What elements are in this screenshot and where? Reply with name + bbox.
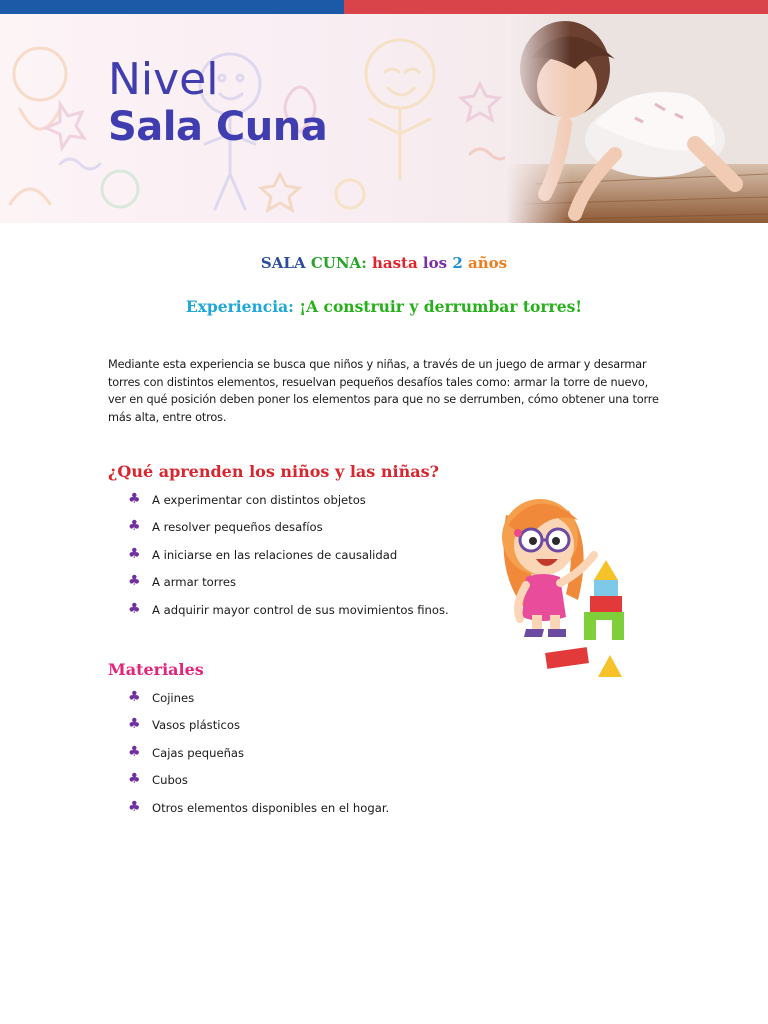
banner-title-line1: Nivel [108, 54, 219, 105]
list-item [128, 743, 389, 773]
list-item [128, 691, 389, 718]
club-suit-icon: ♣ [128, 771, 141, 788]
age-heading-word: SALA [260, 254, 306, 272]
age-heading-word: CUNA [310, 254, 362, 272]
top-color-bar [0, 0, 768, 14]
banner-title [108, 56, 327, 150]
list-item [128, 798, 390, 828]
list-item-text: Vasos plásticos [152, 718, 240, 733]
list-item-text: Cajas pequeñas [152, 745, 245, 760]
experience-title: ¡A construir y derrumbar torres! [299, 297, 583, 316]
club-suit-icon: ♣ [128, 600, 141, 617]
age-heading-word: años [467, 254, 508, 272]
list-item [128, 575, 449, 602]
header-banner [0, 14, 768, 223]
list-item [128, 718, 389, 745]
club-suit-icon: ♣ [128, 545, 141, 562]
list-item [128, 600, 449, 630]
list-item [128, 545, 449, 575]
list-item-text: A iniciarse en las relaciones de causalidad [152, 547, 398, 562]
list-item-text: Otros elementos disponibles en el hogar. [152, 800, 390, 815]
club-suit-icon: ♣ [128, 798, 141, 815]
list-item-text: A experimentar con distintos objetos [152, 493, 366, 507]
learn-list [128, 493, 449, 630]
club-suit-icon: ♣ [128, 689, 141, 705]
list-item-text: Cojines [152, 691, 195, 705]
girl-with-blocks-illustration [488, 485, 638, 685]
materials-heading: Materiales [108, 660, 204, 679]
list-item [128, 493, 449, 520]
club-suit-icon: ♣ [128, 573, 141, 590]
list-item-text: Cubos [152, 773, 188, 788]
list-item-text: A adquirir mayor control de sus movimientos finos. [152, 602, 449, 617]
experience-label: Experiencia: [185, 297, 294, 316]
list-item-text: A armar torres [152, 575, 237, 590]
age-heading-word: los [422, 254, 448, 272]
top-bar-red [344, 0, 768, 14]
age-heading [0, 254, 768, 272]
club-suit-icon: ♣ [128, 491, 141, 507]
intro-paragraph: Mediante esta experiencia se busca que niños y niñas, a través de un juego de armar y desarmar torres con distintos elementos, resuelvan pequeños desafíos tales como: armar la torre de nuevo, ver en qué posición deben poner los elementos para que no se derrumben, cómo obtener una torre más alta, entre otros. [108, 358, 659, 424]
club-suit-icon: ♣ [128, 716, 141, 733]
banner-title-line2: Sala Cuna [108, 104, 328, 150]
list-item [128, 773, 389, 800]
age-heading-word: hasta [371, 254, 418, 272]
age-heading-word: 2 [452, 254, 463, 272]
club-suit-icon: ♣ [128, 518, 141, 535]
age-heading-colon: : [361, 254, 367, 272]
list-item [128, 520, 449, 547]
learn-heading: ¿Qué aprenden los niños y las niñas? [108, 462, 439, 481]
list-item-text: A resolver pequeños desafíos [152, 520, 323, 535]
club-suit-icon: ♣ [128, 743, 141, 760]
top-bar-blue [0, 0, 344, 14]
materials-list [128, 691, 389, 828]
baby-photo [505, 14, 768, 223]
experience-heading [0, 297, 768, 316]
